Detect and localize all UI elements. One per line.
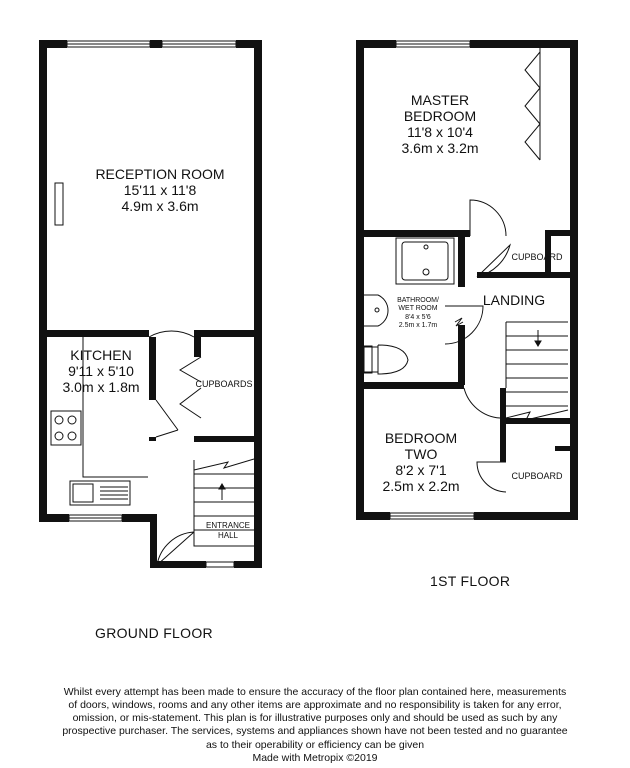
reception-room-imperial: 15'11 x 11'8 bbox=[123, 182, 197, 199]
cupboard-top-label: CUPBOARD bbox=[511, 252, 563, 262]
master-bedroom-metric: 3.6m x 3.2m bbox=[401, 140, 479, 157]
master-bedroom-line2: BEDROOM bbox=[403, 108, 477, 125]
entrance-hall-line2: HALL bbox=[217, 530, 238, 540]
wardrobe-doors bbox=[525, 48, 540, 160]
bedroom-two-metric: 2.5m x 2.2m bbox=[382, 478, 460, 495]
kitchen-name: KITCHEN bbox=[70, 347, 132, 363]
bathroom-label bbox=[390, 297, 446, 331]
bathroom-line1: BATHROOM/ bbox=[397, 297, 439, 304]
disclaimer-line: of doors, windows, rooms and any other items are approximate and no responsibility is taken for any error, bbox=[68, 699, 562, 712]
kitchen-label bbox=[54, 347, 148, 395]
master-bedroom-imperial: 11'8 x 10'4 bbox=[407, 124, 473, 141]
ground-floor-title: GROUND FLOOR bbox=[95, 625, 213, 641]
master-bedroom-line1: MASTER bbox=[410, 92, 470, 108]
bedroom-two-line2: TWO bbox=[404, 446, 438, 463]
entrance-hall-label bbox=[200, 521, 256, 540]
kitchen-metric: 3.0m x 1.8m bbox=[62, 379, 140, 396]
kitchen-imperial: 9'11 x 5'10 bbox=[68, 363, 134, 380]
cupboard-bottom-label: CUPBOARD bbox=[511, 471, 563, 481]
master-bedroom-label bbox=[380, 92, 500, 156]
reception-room-metric: 4.9m x 3.6m bbox=[121, 198, 199, 215]
bedroom-two-imperial: 8'2 x 7'1 bbox=[395, 462, 447, 479]
bathroom-metric: 2.5m x 1.7m bbox=[398, 322, 438, 330]
disclaimer-line: Whilst every attempt has been made to ensure the accuracy of the floor plan contained here, measurements bbox=[63, 686, 567, 698]
bedroom-two-label bbox=[366, 430, 476, 494]
ground-floor-walls bbox=[39, 40, 262, 568]
cupboards-label: CUPBOARDS bbox=[195, 379, 253, 389]
disclaimer-line: as to their operability or efficiency can be given bbox=[205, 738, 425, 751]
first-floor-title: 1ST FLOOR bbox=[430, 573, 511, 589]
landing-label: LANDING bbox=[482, 292, 546, 308]
bathroom-line2: WET ROOM bbox=[398, 305, 438, 313]
reception-room-label bbox=[80, 166, 240, 214]
bedroom-two-line1: BEDROOM bbox=[384, 430, 458, 446]
disclaimer-line: prospective purchaser. The services, systems and appliances shown have not been tested and no guarantee bbox=[62, 725, 568, 738]
entrance-hall-line1: ENTRANCE bbox=[205, 521, 250, 530]
bathroom-imperial: 8'4 x 5'6 bbox=[405, 313, 431, 321]
disclaimer-line: omission, or mis-statement. This plan is for illustrative purposes only and should be used as such by any bbox=[72, 712, 558, 725]
reception-room-name: RECEPTION ROOM bbox=[95, 166, 225, 182]
disclaimer-text bbox=[40, 686, 590, 765]
metropix-credit: Made with Metropix ©2019 bbox=[252, 751, 378, 764]
